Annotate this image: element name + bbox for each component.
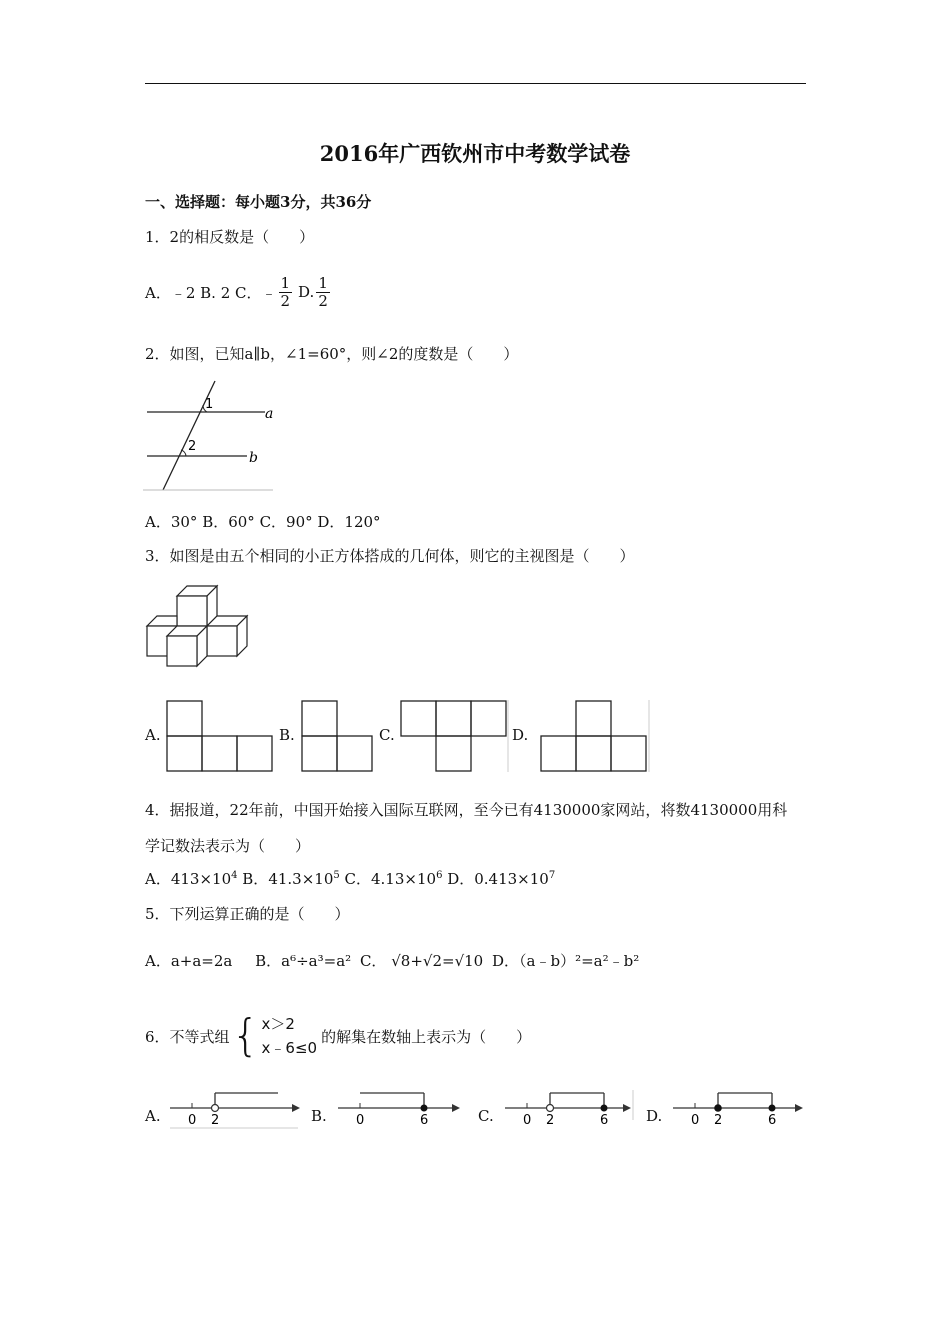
q6-system <box>262 1012 318 1060</box>
q5-option-a: A．a+a=2a <box>145 952 233 970</box>
section-heading: 一、选择题：每小题3分，共36分 <box>145 193 372 211</box>
q6-option-c-label: C. <box>478 1107 494 1125</box>
fraction-denominator: 2 <box>318 291 328 310</box>
q4-stem-line2: 学记数法表示为（ ） <box>145 837 311 855</box>
q4-option-c: C．$4.13\times 10^6$ <box>339 870 443 888</box>
q1-option-d-label: D. <box>298 283 315 301</box>
header-rule <box>145 83 806 84</box>
q6-option-b-number-line <box>338 1090 468 1130</box>
q6-system-line1: x＞2 <box>261 1015 295 1033</box>
q3-option-d-label: D. <box>512 726 529 744</box>
q4-option-a: A．$413\times 10^4$ <box>145 870 238 888</box>
q1-stem: 1．2的相反数是（ ） <box>145 228 315 246</box>
q4-option-b: B．$41.3\times 10^5$ <box>237 870 340 888</box>
fraction-denominator: 2 <box>280 291 291 310</box>
svg-text:2: 2 <box>714 1113 723 1128</box>
q6-option-c-number-line <box>505 1090 637 1130</box>
q3-option-a-view <box>166 700 274 774</box>
svg-text:2: 2 <box>211 1113 220 1128</box>
paper-title: 2016年广西钦州市中考数学试卷 <box>319 141 631 166</box>
q5-option-c-label: C． <box>359 952 387 970</box>
q6-option-d-label: D. <box>646 1107 663 1125</box>
svg-text:6: 6 <box>768 1113 777 1128</box>
q5-option-c-expr: √8+√2=√10 <box>391 952 484 970</box>
q4-option-d: D．$0.413\times 10^7$ <box>442 870 556 888</box>
q6-stem-prefix: 6．不等式组 <box>145 1027 230 1046</box>
q3-option-a-label: A. <box>145 726 161 744</box>
q4-stem-line1: 4．据报道，22年前，中国开始接入国际互联网，至今已有4130000家网站，将数4130000用科 <box>145 801 788 819</box>
svg-text:0: 0 <box>356 1113 365 1128</box>
q6-system-brace: { <box>231 1010 260 1061</box>
q5-stem: 5．下列运算正确的是（ ） <box>145 905 350 923</box>
q5-options <box>145 950 639 971</box>
svg-text:2: 2 <box>546 1113 555 1128</box>
svg-text:0: 0 <box>523 1113 532 1128</box>
q6-system-line2: x﹣6≤0 <box>261 1039 318 1057</box>
svg-text:0: 0 <box>188 1113 197 1128</box>
fraction-numerator: 1 <box>318 273 328 292</box>
q6-stem <box>145 1010 531 1062</box>
q1-option-prefix: A．﹣2 B. 2 C．﹣ <box>145 283 277 302</box>
svg-text:0: 0 <box>691 1113 700 1128</box>
q3-option-b-label: B. <box>279 726 295 744</box>
q2-options: A．30° B．60° C．90° D．120° <box>145 513 381 531</box>
fraction-numerator: 1 <box>280 273 291 292</box>
line-a-label: a <box>265 406 274 422</box>
q3-stem: 3．如图是由五个相同的小正方体搭成的几何体，则它的主视图是（ ） <box>145 547 635 565</box>
q4-options <box>145 868 555 889</box>
q6-option-b-label: B. <box>311 1107 327 1125</box>
q5-option-d: D．（a﹣b）²=a²﹣b² <box>492 952 640 970</box>
q2-stem: 2．如图，已知a∥b，∠1=60°，则∠2的度数是（ ） <box>145 345 519 363</box>
angle1-label: 1 <box>205 397 214 412</box>
q6-option-a-number-line <box>170 1090 305 1130</box>
q5-option-b: B．a⁶÷a³=a² <box>255 952 352 970</box>
line-b-label: b <box>249 450 258 466</box>
svg-text:6: 6 <box>420 1113 429 1128</box>
q6-option-a-label: A. <box>145 1107 161 1125</box>
q3-option-d-view <box>540 700 652 774</box>
q3-option-c-label: C. <box>379 726 395 744</box>
q1-option-c-fraction <box>279 275 293 310</box>
q1-option-d-fraction <box>316 275 330 310</box>
q3-option-c-view <box>400 700 510 774</box>
q6-option-d-number-line <box>673 1090 808 1130</box>
q1-options <box>145 272 332 312</box>
q3-option-b-view <box>301 700 376 774</box>
angle2-label: 2 <box>188 439 197 454</box>
q2-parallel-lines-figure <box>143 378 278 493</box>
svg-text:6: 6 <box>600 1113 609 1128</box>
q6-stem-suffix: 的解集在数轴上表示为（ ） <box>321 1027 532 1046</box>
q3-cube-solid-figure <box>145 582 255 672</box>
